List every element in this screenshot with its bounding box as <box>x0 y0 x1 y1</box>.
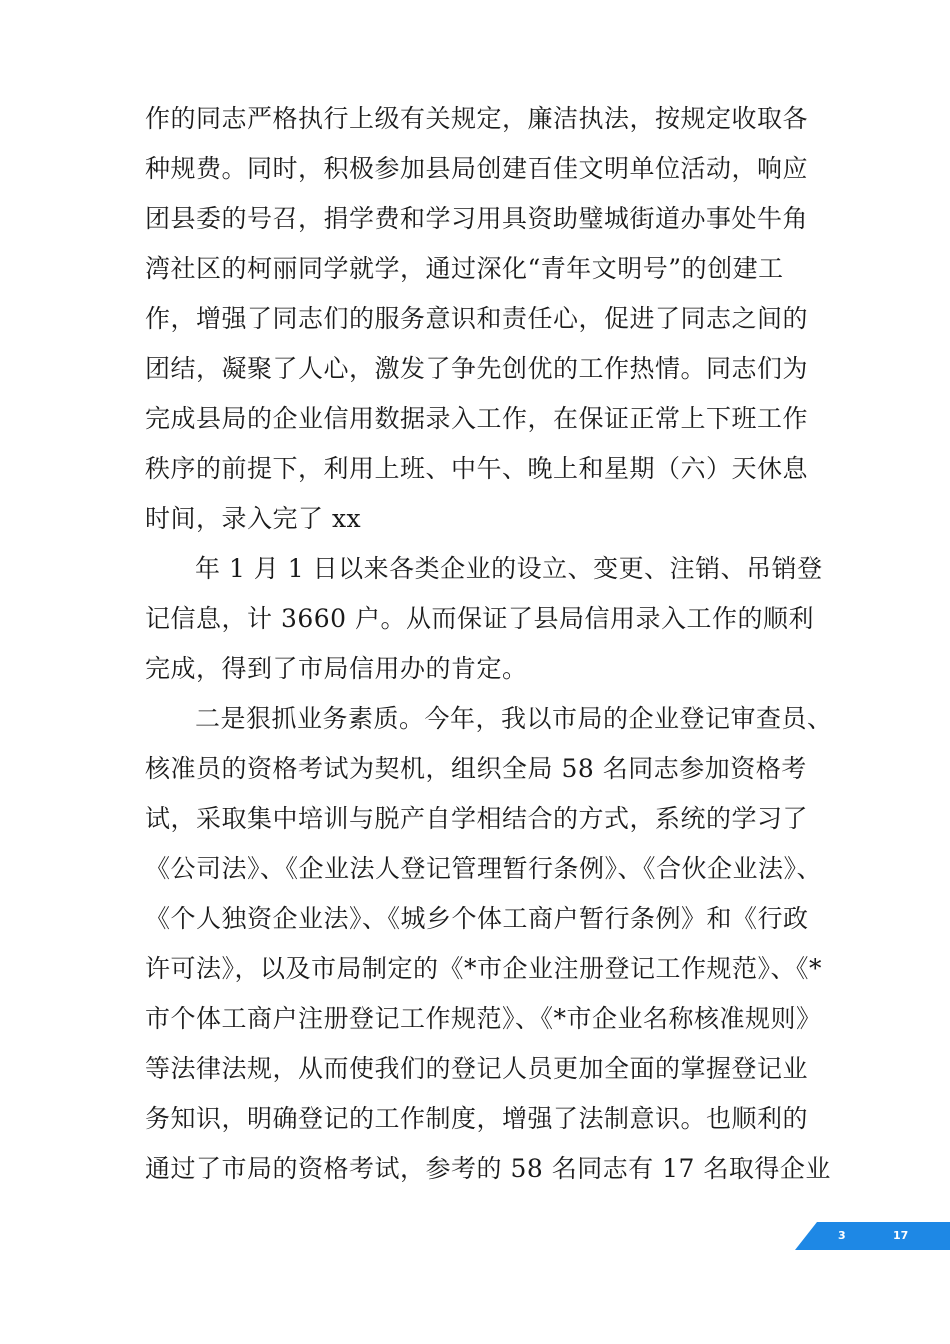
text-line: 种规费。同时，积极参加县局创建百佳文明单位活动，响应 <box>145 154 809 183</box>
text-line: 《个人独资企业法》、《城乡个体工商户暂行条例》和《行政 <box>145 904 809 933</box>
page-number-band <box>795 1222 950 1250</box>
text-line: 完成，得到了市局信用办的肯定。 <box>145 654 528 683</box>
text-line: 等法律法规，从而使我们的登记人员更加全面的掌握登记业 <box>145 1054 809 1083</box>
text-line: 通过了市局的资格考试，参考的 58 名同志有 17 名取得企业 <box>145 1154 831 1183</box>
text-line: 核准员的资格考试为契机，组织全局 58 名同志参加资格考 <box>145 754 807 783</box>
text-line: 秩序的前提下，利用上班、中午、晚上和星期（六）天休息 <box>145 454 809 483</box>
text-line: 试，采取集中培训与脱产自学相结合的方式，系统的学习了 <box>145 804 809 833</box>
text-line: 完成县局的企业信用数据录入工作，在保证正常上下班工作 <box>145 404 809 433</box>
text-line: 时间，录入完了 xx <box>145 504 362 533</box>
paragraph-start-line: 年 1 月 1 日以来各类企业的设立、变更、注销、吊销登 <box>195 554 823 583</box>
text-line: 作的同志严格执行上级有关规定，廉洁执法，按规定收取各 <box>145 104 809 133</box>
text-line: 团结，凝聚了人心，激发了争先创优的工作热情。同志们为 <box>145 354 809 383</box>
total-pages-number: 17 <box>893 1229 909 1242</box>
text-line: 《公司法》、《企业法人登记管理暂行条例》、《合伙企业法》、 <box>145 854 823 883</box>
document-body <box>145 94 833 1194</box>
text-line: 市个体工商户注册登记工作规范》、《*市企业名称核准规则》 <box>145 1004 822 1033</box>
text-line: 湾社区的柯丽同学就学，通过深化“青年文明号”的创建工 <box>145 254 784 283</box>
text-line: 团县委的号召，捐学费和学习用具资助璧城街道办事处牛角 <box>145 204 809 233</box>
text-line: 务知识，明确登记的工作制度，增强了法制意识。也顺利的 <box>145 1104 809 1133</box>
text-line: 作，增强了同志们的服务意识和责任心，促进了同志之间的 <box>145 304 809 333</box>
text-line: 记信息，计 3660 户。从而保证了县局信用录入工作的顺利 <box>145 604 815 633</box>
text-line: 许可法》，以及市局制定的《*市企业注册登记工作规范》、《* <box>145 954 823 983</box>
current-page-number: 3 <box>838 1229 846 1242</box>
paragraph-start-line: 二是狠抓业务素质。今年，我以市局的企业登记审查员、 <box>195 704 833 733</box>
